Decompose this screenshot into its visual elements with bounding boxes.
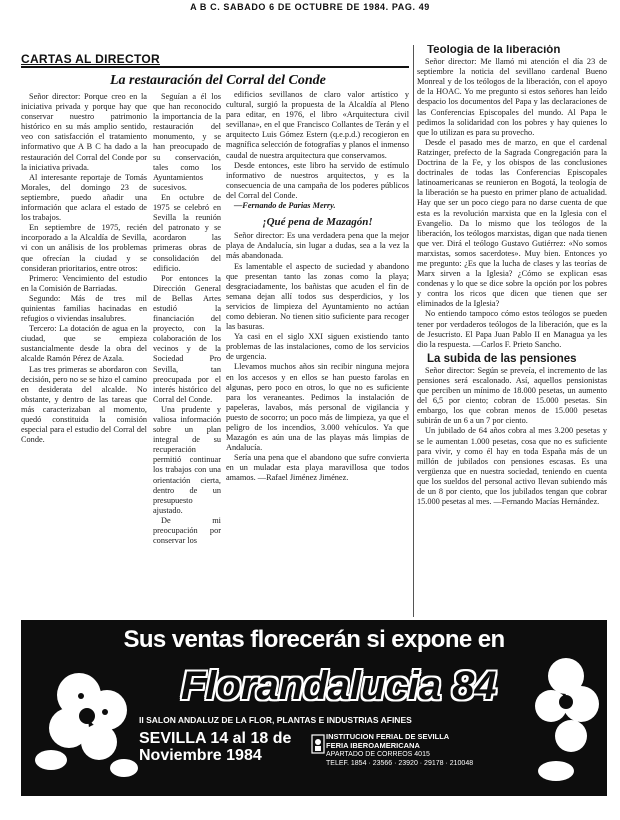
paragraph: Primero: Vencimiento del estudio en la Comisión de Barriadas.: [21, 273, 147, 293]
paragraph: Tercero: La dotación de agua en la ciudad, que se empieza sustancialmente desde la obra del alcalde Ramón Pérez de Azala.: [21, 324, 147, 364]
paragraph: Al interesante reportaje de Tomás Morales, del domingo 23 de septiembre, puedo añadir una información que aclara el estado de los trabajos.: [21, 172, 147, 223]
paragraph: Las tres primeras se abordaron con decisión, pero no se se hizo el camino en desiderata del alcalde. No obstante, y dentro de las tareas que más caracterizaban al momento, quedó constituida la comisión especial para el estudio del Corral del Conde.: [21, 364, 147, 445]
ferial-logo-icon: [311, 734, 325, 754]
paragraph: Llevamos muchos años sin recibir ninguna mejora en los accesos y en ellos se han puesto farolas en algunas, pero poco en otros, lo que no es suficiente para los veraneantes. Pedimos la instalación de papeleras, lavabos, más personal de vigilancia y puesto de socorro; un poco más de limpieza, ya que el peligro de los incendios, 3.000 vehículos. Ya que Mazagón es aún una de las playas más limpias de Andalucía.: [226, 362, 409, 453]
paragraph: Señor director: Me llamó mi atención el día 23 de septiembre la noticia del sevillano cardenal Bueno Monreal y de los teólogos de la liberación, con el apoyo de la HOAC. Yo me pregunto si estos señores han leído despacio los documentos del Papa y las declaraciones de las Conferencias Episcopales del mundo. Al Papa le pedimos la solidaridad con los pobres y hay quienes lo que lo utilizan es para su provecho.: [417, 57, 607, 137]
flower-illustration-left: [29, 650, 149, 790]
main-letter-col2: [153, 92, 221, 617]
paragraph: No entiendo tampoco cómo estos teólogos se pueden tener por verdaderos teólogos de la liberación, que es la de Jesucristo. El Papa Juan Pablo II en Managua ya les dio la respuesta. —Carlos F. Prieto Sancho.: [417, 309, 607, 349]
paragraph: Desde el pasado mes de marzo, en que el cardenal Ratzinger, prefecto de la Sagrada Congregación para la Doctrina de la Fe, y los obispos de las conclusiones doctrinales de todas las Conferencias Episcopales latinoamericanas se reunieron en Bogotá, la teología de la liberación se ha puesto en primer plano de actualidad. Hay que ser un poco ciego para no darse cuenta de que esta es la revolución marxista que en la Iglesia con el Evangelio. Da lo mismo que los teólogos de la liberación, los teólogos marxistas, digan que nada tienen que ver. Dirá el teólogo Gustavo Gutiérrez: «No somos marxistas, somos sacerdotes». Muy bien. Entonces yo me pregunto: ¿Es que la lucha de clases y las teorías de Marx sirven a la Iglesia? ¿Cómo se explican esas condenas y lo que se dice sobre la opción por los pobres y contra los ricos que dicen que tienen que ser eliminados de la Iglesia?: [417, 137, 607, 309]
ad-dates-line1: SEVILLA 14 al 18 de: [139, 730, 292, 747]
paragraph: Señor director: Porque creo en la iniciativa privada y porque hay que conservar nuestro patrimonio histórico en su más amplio sentido, veo con satisfacción el tratamiento informativo que A B C ha dado a la restauración del Corral del Conde por la iniciativa privada.: [21, 92, 147, 172]
signature: —Fernando de Parias Merry.: [234, 201, 336, 211]
paragraph: Un jubilado de 64 años cobra al mes 3.200 pesetas y se le aumentan 1.000 pesetas, cosa que no es suficiente para vivir, y como él hay en toda España más de un millón de jubilados con pensiones escasas. Es una vergüenza que en nuestra sociedad, teniendo en cuenta que los sueldos del personal activo llevan subiendo más de un 8 por ciento, que los jubilados tengan que cobrar 15.000 pesetas al mes. —Fernando Macías Hernández.: [417, 426, 607, 507]
ad-dates-line2: Noviembre 1984: [139, 747, 262, 764]
paragraph: Ya casi en el siglo XXI siguen existiendo tanto problemas de las instalaciones, como de los servicios de urgencia.: [226, 332, 409, 362]
main-headline: La restauración del Corral del Conde: [110, 73, 326, 88]
ad-tagline: Sus ventas florecerán si expone en: [123, 626, 505, 653]
paragraph: Por entonces la Dirección General de Bellas Artes estudió la financiación del proyecto, con la colaboración de los vecinos y de la Sociedad Pro Sevilla, tan preocupada por el interés histórico del Corral del Conde.: [153, 273, 221, 404]
ad-brand: Florandalucia 84: [181, 664, 497, 708]
paragraph: Desde entonces, este libro ha servido de estímulo informativo de nuestros arquitectos, y es la consecuencia de una campaña de los poderes públicos del Corral del Conde.: [226, 160, 409, 200]
paragraph: Sería una pena que el abandono que sufre convierta en un muladar esta playa maravillosa que todos amamos. —Rafael Jiménez Jiménez.: [226, 453, 409, 483]
ad-phone: TELEF. 1854 · 23566 · 23920 · 29178 · 210048: [326, 760, 474, 767]
paragraph: En octubre de 1975 se celebró en Sevilla la reunión del patronato y se acordaron las primeras obras de consolidación del edificio.: [153, 192, 221, 273]
main-letter-col1: [21, 92, 147, 622]
right-column: [417, 45, 607, 625]
column-divider: [413, 45, 414, 617]
paragraph: Seguían a él los que han reconocido la importancia de la restauración del monumento, y se han preocupado de su conservación, tales como los Ayuntamientos sucesivos.: [153, 92, 221, 192]
paragraph: Es lamentable el aspecto de suciedad y abandono que presentan tanto las zonas como la playa; desgraciadamente, los bañistas que acuden el fin de semana dejan allí todos sus desperdicios, y los servicios de limpieza del Ayuntamiento no actúan como debieran. No tienen sitio suficiente para recoger las basuras.: [226, 261, 409, 332]
letter3-headline: Teología de la liberación: [427, 45, 561, 56]
ad-institution-name: INSTITUCION FERIAL DE SEVILLA: [326, 732, 450, 741]
letter2-headline: ¡Qué pena de Mazagón!: [262, 216, 373, 229]
section-rule: [21, 66, 409, 68]
paragraph: Segundo: Más de tres mil quinientas familias hacinadas en refugios o viviendas insalubres.: [21, 293, 147, 324]
section-title: CARTAS AL DIRECTOR: [21, 52, 160, 66]
ad-dates: [139, 730, 309, 764]
ad-salon: II SALON ANDALUZ DE LA FLOR, PLANTAS E INDUSTRIAS AFINES: [139, 715, 412, 725]
paragraph: edificios sevillanos de claro valor artístico y cultural, surgió la propuesta de la Alcaldía al Pleno para editar, en 1976, el libro «Arquitectura civil sevillana», en el que Francisco Collantes de Terán y el arquitecto Luis Gómez Estern (q.e.p.d.) recogieron en magnífica selección de fotografías y planos el inmenso caudal de nuestra arquitectura que conservamos.: [226, 90, 409, 160]
paragraph: Señor director: Es una verdadera pena que la mejor playa de Andalucía, sin lugar a dudas, sea a la vez la más abandonada.: [226, 231, 409, 261]
paragraph: En septiembre de 1975, recién incorporado a la Alcaldía de Sevilla, vi con un análisis de los problemas que ofrecían la ciudad y se consideran prioritarios, entre otros:: [21, 223, 147, 273]
paragraph: Una prudente y valiosa información sobre un plan integral de su recuperación permitió continuar los trabajos con una orientación cierta, dentro de un presupuesto ajustado.: [153, 404, 221, 515]
ad-institution-name2: FERIA IBEROAMERICANA: [326, 741, 420, 750]
ad-address: APARTADO DE CORREOS 4015: [326, 751, 430, 758]
letter4-headline: La subida de las pensiones: [427, 352, 577, 365]
paragraph: Señor director: Según se preveía, el incremento de las pensiones será escalonado. Así, aquellos pensionistas que perciben un mínimo de 18.000 pesetas, un aumento del 6,5 por ciento; cobran de 15.000 pesetas. Sin embargo, los que cobran menos de 15.000 pesetas subirán de un 6 a un 7 por ciento.: [417, 365, 607, 426]
ad-institution: [326, 732, 586, 768]
paragraph: De mi preocupación por conservar los: [153, 515, 221, 546]
middle-column: [226, 90, 409, 625]
advertisement: [21, 620, 607, 796]
page-header: A B C. SABADO 6 DE OCTUBRE DE 1984. PAG. 49: [190, 2, 430, 12]
